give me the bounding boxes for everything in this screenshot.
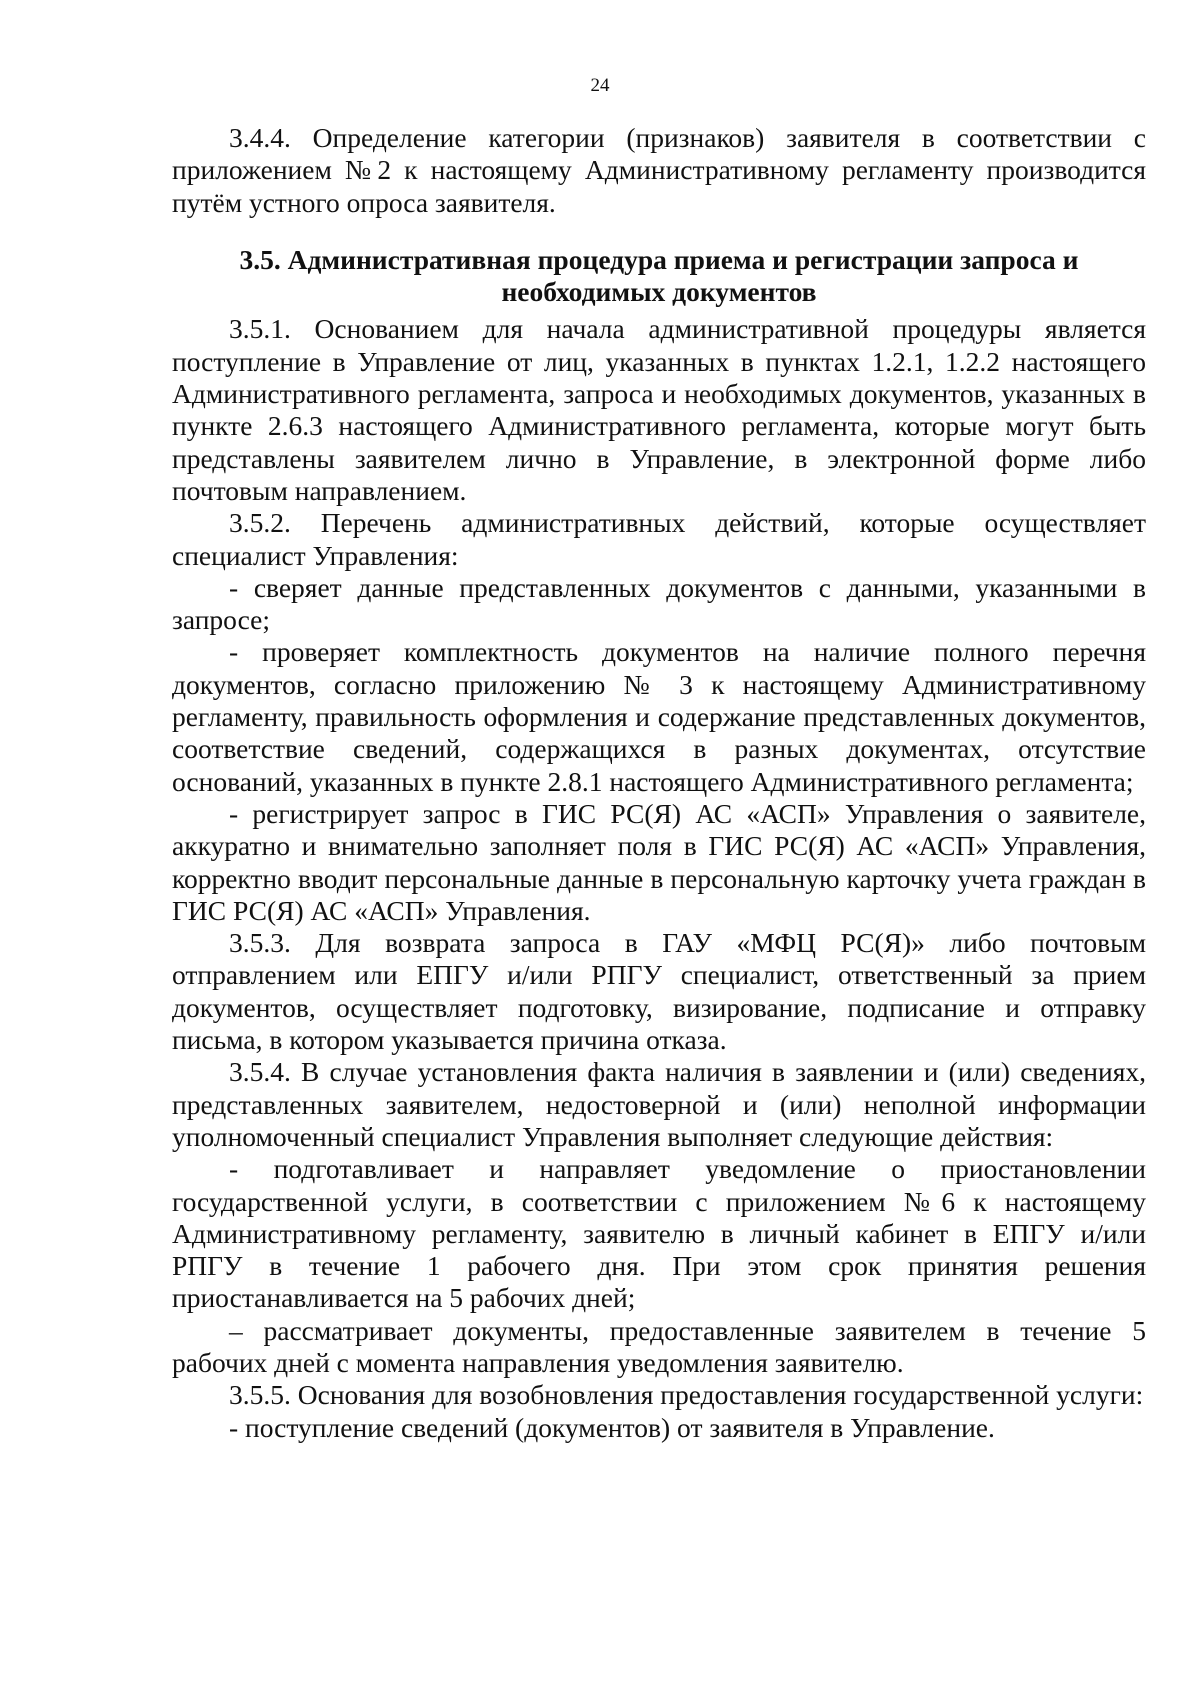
list-item-resumption-basis: - поступление сведений (документов) от заявителя в Управление.: [229, 1411, 995, 1443]
paragraph-3-5-1: 3.5.1. Основанием для начала административной процедуры является поступление в Управление от лиц, указанных в пунктах 1.2.1, 1.2.2 настоящего Административного регламента, запроса и необходимых документов, указанных в пункте 2.6.3 настоящего Административного регламента, которые могут быть представлены заявителем лично в Управление, в электронной форме либо почтовым направлением.: [172, 313, 1146, 506]
paragraph-3-5-3: 3.5.3. Для возврата запроса в ГАУ «МФЦ РС(Я)» либо почтовым отправлением или ЕПГУ и/или РПГУ специалист, ответственный за прием документов, осуществляет подготовку, визирование, подписание и отправку письма, в котором указывается причина отказа.: [172, 927, 1146, 1056]
list-item-compare-data: - сверяет данные представленных документов с данными, указанными в запросе;: [172, 571, 1146, 636]
paragraph-3-5-5: 3.5.5. Основания для возобновления предоставления государственной услуги:: [229, 1379, 1144, 1411]
paragraph-3-4-4: 3.4.4. Определение категории (признаков) заявителя в соответствии с приложением №2 к настоящему Административному регламенту производится путём устного опроса заявителя.: [172, 122, 1146, 218]
page-number: 24: [590, 75, 610, 96]
section-heading-3-5: 3.5. Административная процедура приема и регистрации запроса и необходимых документов: [239, 243, 1079, 308]
list-item-check-completeness: - проверяет комплектность документов на наличие полного перечня документов, согласно приложению № 3 к настоящему Административному регламенту, правильность оформления и содержание представленных документов, соответствие сведений, содержащихся в разных документах, отсутствие оснований, указанных в пункте 2.8.1 настоящего Административного регламента;: [172, 636, 1146, 797]
paragraph-3-5-2: 3.5.2. Перечень административных действий, которые осуществляет специалист Управления:: [172, 507, 1146, 571]
document-body: [172, 122, 1146, 1444]
list-item-register-request: - регистрирует запрос в ГИС РС(Я) АС «АСП» Управления о заявителе, аккуратно и внимательно заполняет поля в ГИС РС(Я) АС «АСП» Управления, корректно вводит персональные данные в персональную карточку учета граждан в ГИС РС(Я) АС «АСП» Управления.: [172, 797, 1146, 926]
list-item-review-documents: – рассматривает документы, предоставленные заявителем в течение 5 рабочих дней с момента направления уведомления заявителю.: [172, 1314, 1146, 1378]
list-item-suspension-notice: - подготавливает и направляет уведомление о приостановлении государственной услуги, в соответствии с приложением №6 к настоящему Административному регламенту, заявителю в личный кабинет в ЕПГУ и/или РПГУ в течение 1 рабочего дня. При этом срок принятия решения приостанавливается на 5 рабочих дней;: [172, 1153, 1146, 1314]
paragraph-3-5-4: 3.5.4. В случае установления факта наличия в заявлении и (или) сведениях, представленных заявителем, недостоверной и (или) неполной информации уполномоченный специалист Управления выполняет следующие действия:: [172, 1056, 1146, 1152]
